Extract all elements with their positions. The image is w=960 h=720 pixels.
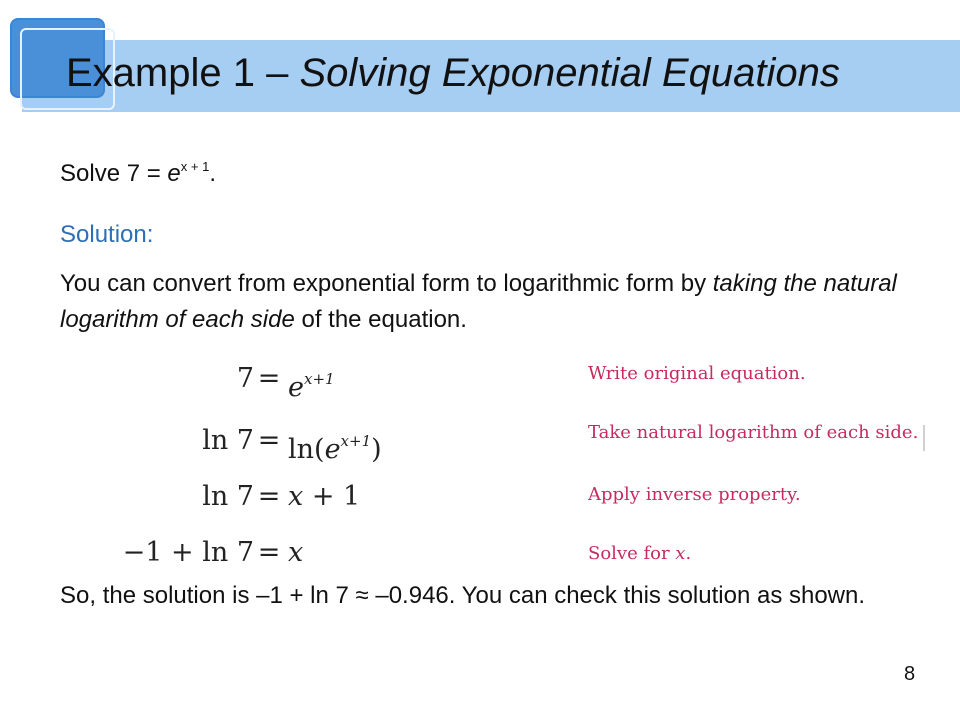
step-1-equals: = [257,363,281,394]
problem-prefix: Solve 7 = [60,160,168,187]
step-2-rhs-base: e [324,434,341,465]
step-2-rhs-suffix: ) [371,434,382,465]
step-4-rhs [288,536,303,570]
step-2-note: Take natural logarithm of each side. [588,422,919,443]
step-4-note-prefix: Solve for [588,543,676,564]
solution-label: Solution: [60,221,154,248]
problem-base: e [167,160,181,187]
step-3-rhs [288,480,360,514]
explanation-emphasis: taking the natural logarithm of each side [60,270,897,333]
step-1-rhs-exponent: x+1 [303,370,335,388]
page-number: 8 [904,663,916,685]
explanation-text [60,266,920,338]
step-2-equals: = [257,425,281,456]
step-4-note-suffix: . [685,543,692,564]
step-2-rhs-prefix: ln( [288,434,325,465]
step-3-lhs: ln 7 [202,481,254,512]
step-2-lhs: ln 7 [202,425,254,456]
step-4-note-variable: x [675,543,686,564]
explanation-part1: You can convert from exponential form to logarithmic form by [60,270,713,297]
step-3-rhs-variable: x [288,481,304,512]
step-2-rhs [288,424,382,467]
note-divider [923,425,925,451]
slide-title-italic: Solving Exponential Equations [299,51,840,95]
step-1-rhs-base: e [288,372,304,403]
step-4-note [588,542,691,566]
step-4-equals: = [257,537,281,568]
problem-suffix: . [209,160,216,187]
step-1-note: Write original equation. [588,363,806,384]
explanation-part2: of the equation. [294,306,467,333]
problem-exponent: x + 1 [180,159,210,174]
step-1-rhs [288,362,335,405]
step-2-rhs-exponent: x+1 [340,432,372,450]
slide-title [66,47,840,99]
step-3-rhs-rest: + 1 [303,481,361,512]
step-1-lhs: 7 [236,363,254,394]
step-4-rhs-variable: x [288,537,304,568]
slide-title-plain: Example 1 – [66,51,300,95]
step-3-note: Apply inverse property. [588,484,801,505]
step-3-equals: = [257,481,281,512]
conclusion-text: So, the solution is –1 + ln 7 ≈ –0.946. You can check this solution as shown. [60,582,866,609]
problem-statement [60,152,216,189]
step-4-lhs: −1 + ln 7 [122,537,254,568]
